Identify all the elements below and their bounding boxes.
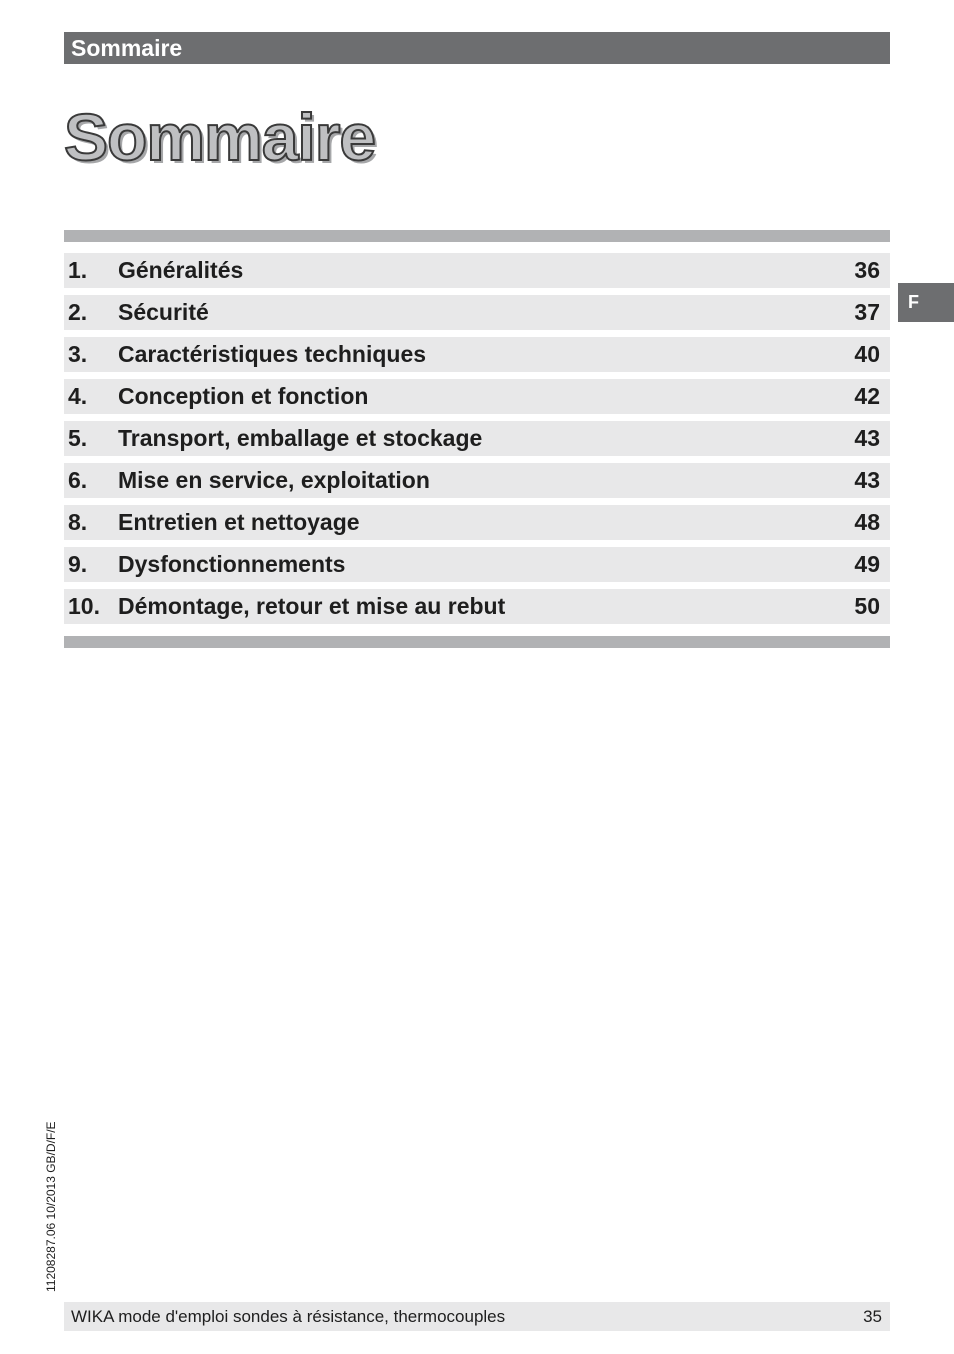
toc-entry-page: 36 [854,257,880,283]
toc-entry-label: Généralités [118,257,244,283]
toc-entry[interactable] [64,421,890,456]
toc-entry-number: 4. [68,383,88,409]
toc-entry-page: 50 [854,593,880,619]
toc-entry-number: 5. [68,425,88,451]
toc-entry-page: 48 [854,509,880,535]
toc-entry-label: Conception et fonction [118,383,369,409]
toc-entry-page: 42 [854,383,880,409]
footer-text: WIKA mode d'emploi sondes à résistance, thermocouples [71,1307,506,1326]
toc-entry-label: Démontage, retour et mise au rebut [118,593,506,619]
toc-entry-label: Sécurité [118,299,209,325]
toc-entry-page: 40 [854,341,880,367]
toc-entry[interactable] [64,547,890,582]
toc-entry-number: 1. [68,257,88,283]
toc-entry-label: Dysfonctionnements [118,551,346,577]
toc-entry-label: Entretien et nettoyage [118,509,360,535]
toc-entry[interactable] [64,589,890,624]
toc-entry-page: 43 [854,425,880,451]
toc-entry[interactable] [64,463,890,498]
toc-entry-number: 10. [68,593,100,619]
section-header-title: Sommaire [71,35,183,61]
toc-entry-number: 2. [68,299,88,325]
toc-entry-label: Mise en service, exploitation [118,467,430,493]
toc-entry-number: 8. [68,509,88,535]
toc-entry[interactable] [64,379,890,414]
toc-entry-label: Caractéristiques techniques [118,341,427,367]
document-code: 11208287.06 10/2013 GB/D/F/E [44,1121,58,1292]
language-tab[interactable] [898,283,954,322]
toc-entry-page: 37 [854,299,880,325]
toc-entry[interactable] [64,253,890,288]
page-number: 35 [863,1307,882,1326]
toc-entry-number: 3. [68,341,88,367]
language-tab-label: F [908,292,919,312]
toc-entry-label: Transport, emballage et stockage [118,425,483,451]
toc-entry-number: 9. [68,551,88,577]
toc-entry-number: 6. [68,467,88,493]
toc-top-rule [64,230,890,242]
section-header [64,32,890,64]
toc-entry-page: 43 [854,467,880,493]
page-footer [64,1302,890,1331]
toc-entry[interactable] [64,505,890,540]
table-of-contents [64,253,890,624]
toc-entry-page: 49 [854,551,880,577]
toc-bottom-rule [64,636,890,648]
page-title: Sommaire [64,100,376,174]
toc-entry[interactable] [64,295,890,330]
toc-entry[interactable] [64,337,890,372]
